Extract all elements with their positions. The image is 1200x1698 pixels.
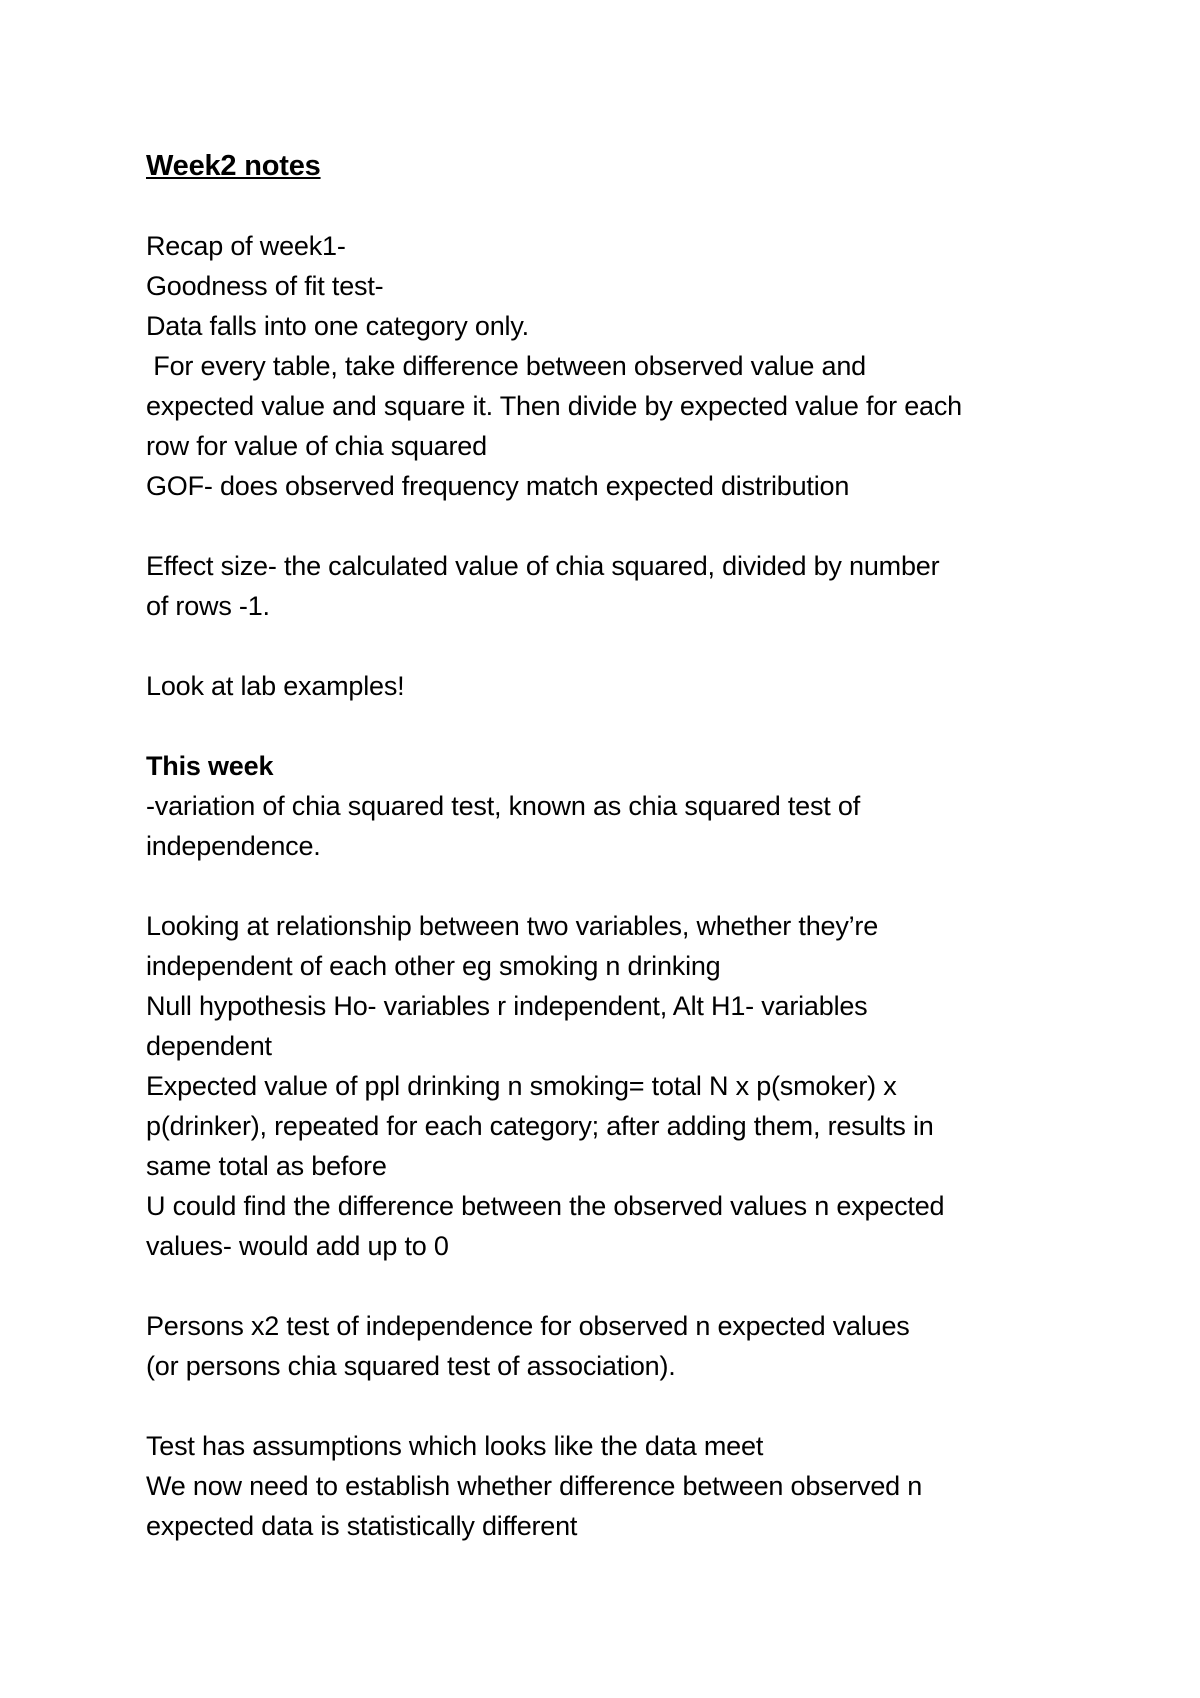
this-week-line: independence.: [146, 831, 321, 861]
relationship-line: Looking at relationship between two variables, whether they’re: [146, 911, 879, 941]
this-week-heading: This week: [146, 751, 274, 781]
assumptions-line: Test has assumptions which looks like the data meet: [146, 1431, 764, 1461]
recap-line: For every table, take difference between observed value and: [146, 351, 866, 381]
lab-note: Look at lab examples!: [146, 671, 405, 701]
recap-line: Data falls into one category only.: [146, 311, 529, 341]
relationship-line: Null hypothesis Ho- variables r independent, Alt H1- variables: [146, 991, 868, 1021]
effect-size-line: Effect size- the calculated value of chia squared, divided by number: [146, 551, 940, 581]
spacer: [146, 506, 1086, 546]
persons-test-line: Persons x2 test of independence for observed n expected values: [146, 1311, 910, 1341]
assumptions-line: expected data is statistically different: [146, 1511, 578, 1541]
relationship-line: same total as before: [146, 1151, 387, 1181]
relationship-line: Expected value of ppl drinking n smoking= total N x p(smoker) x: [146, 1071, 897, 1101]
persons-test-line: (or persons chia squared test of association).: [146, 1351, 676, 1381]
recap-line: expected value and square it. Then divide by expected value for each: [146, 391, 962, 421]
recap-line: Recap of week1-: [146, 231, 346, 261]
effect-size-line: of rows -1.: [146, 591, 270, 621]
spacer: [146, 706, 1086, 746]
page-title: Week2 notes: [146, 150, 321, 182]
relationship-line: values- would add up to 0: [146, 1231, 449, 1261]
relationship-line: U could find the difference between the observed values n expected: [146, 1191, 945, 1221]
recap-line: GOF- does observed frequency match expected distribution: [146, 471, 850, 501]
spacer: [146, 626, 1086, 666]
recap-line: row for value of chia squared: [146, 431, 487, 461]
spacer: [146, 1266, 1086, 1306]
this-week-line: -variation of chia squared test, known as chia squared test of: [146, 791, 861, 821]
relationship-line: p(drinker), repeated for each category; after adding them, results in: [146, 1111, 934, 1141]
spacer: [146, 186, 1086, 226]
assumptions-line: We now need to establish whether difference between observed n: [146, 1471, 923, 1501]
relationship-line: independent of each other eg smoking n drinking: [146, 951, 721, 981]
spacer: [146, 1386, 1086, 1426]
document-page: [146, 146, 1086, 1546]
recap-line: Goodness of fit test-: [146, 271, 384, 301]
spacer: [146, 866, 1086, 906]
relationship-line: dependent: [146, 1031, 272, 1061]
